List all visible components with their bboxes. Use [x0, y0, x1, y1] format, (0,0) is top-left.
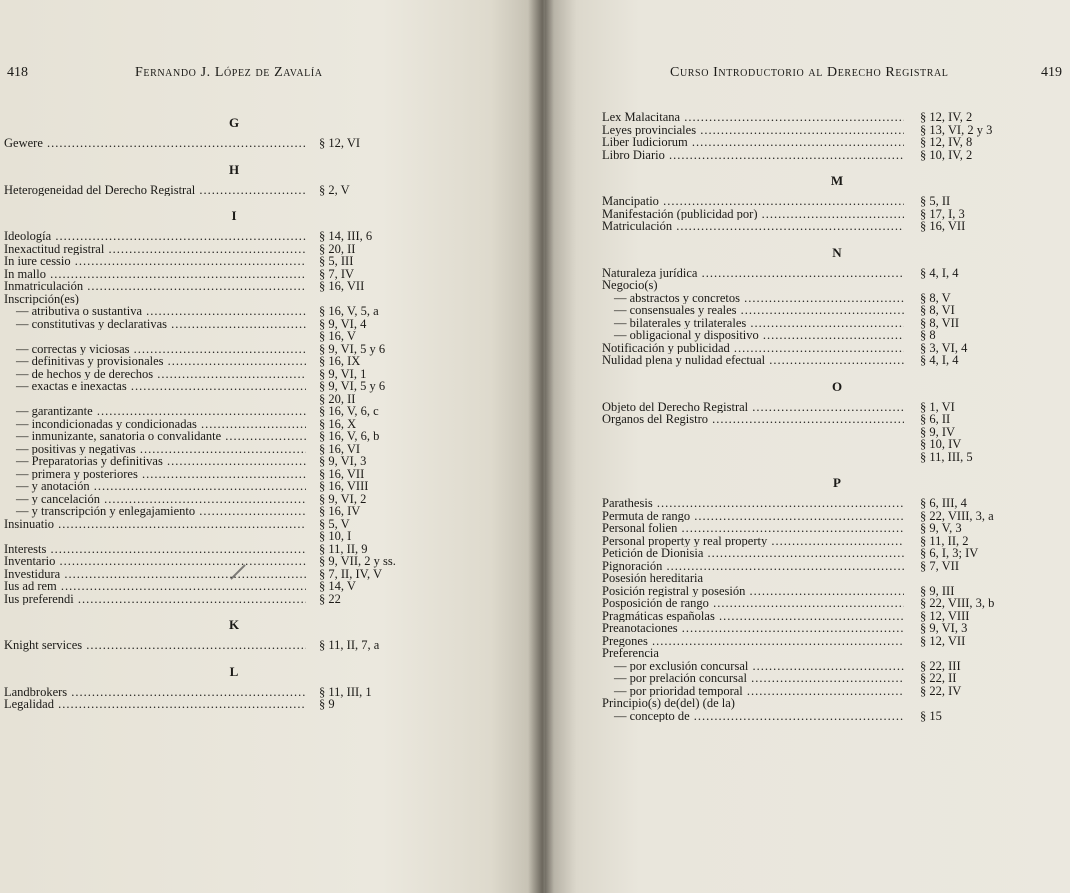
- index-entry: [4, 230, 424, 243]
- index-reference: § 4, I, 4: [920, 353, 959, 367]
- index-entry: [602, 220, 1022, 233]
- index-term: Matriculación .....: [602, 220, 904, 233]
- index-term: Liber Iudiciorum .....: [602, 136, 904, 149]
- index-entry: [602, 413, 1022, 426]
- index-reference: § 2, V: [319, 182, 350, 197]
- index-reference: § 22: [319, 591, 341, 606]
- index-reference: § 16, VII: [319, 466, 365, 481]
- index-entry: [602, 697, 1022, 710]
- index-reference: § 5, III: [319, 254, 354, 268]
- index-reference: § 9, VII, 2 y ss.: [319, 554, 396, 568]
- index-term: Pragmáticas españolas .....: [602, 610, 904, 623]
- index-reference: § 7, VII: [920, 558, 960, 573]
- index-term: Objeto del Derecho Registral .....: [602, 401, 904, 414]
- index-reference: § 12, VII: [920, 633, 966, 648]
- index-entry: [4, 505, 424, 518]
- index-reference: § 7, II, IV, V: [319, 566, 383, 581]
- index-entry: [602, 438, 1022, 451]
- index-reference: § 7, IV: [319, 266, 355, 281]
- index-reference: § 6, III, 4: [920, 496, 967, 510]
- index-reference: § 9, VI, 3: [319, 454, 367, 468]
- index-reference: § 11, II, 7, a: [319, 638, 380, 652]
- index-entry: [4, 593, 424, 606]
- index-entry: [4, 405, 424, 418]
- index-entry: [602, 547, 1022, 560]
- index-term: — incondicionadas y condicionadas .....: [4, 418, 306, 431]
- index-entry: [4, 305, 424, 318]
- index-letter-heading: O: [831, 378, 843, 394]
- index-term: Heterogeneidad del Derecho Registral .....: [4, 184, 306, 197]
- index-reference: § 1, VI: [920, 399, 955, 414]
- index-letter-heading: M: [830, 173, 844, 188]
- index-reference: § 16, VI: [319, 441, 361, 456]
- index-reference: § 14, V: [319, 579, 356, 593]
- index-term: Naturaleza jurídica .....: [602, 267, 904, 280]
- index-entry: [602, 149, 1022, 162]
- index-entry: [602, 342, 1022, 355]
- index-entry: [602, 622, 1022, 635]
- index-reference: § 22, VIII, 3, a: [920, 508, 994, 523]
- index-letter-heading: K: [228, 617, 240, 632]
- index-entry: [602, 522, 1022, 535]
- index-term: — y transcripción y enlegajamiento .....: [4, 505, 306, 518]
- index-term: Personal folien .....: [602, 522, 904, 535]
- index-entry: [602, 279, 1022, 292]
- index-entry: [602, 497, 1022, 510]
- index-reference: § 16, VIII: [319, 479, 369, 493]
- index-reference: § 15: [920, 708, 942, 723]
- index-reference: § 9, VI, 3: [920, 621, 968, 635]
- index-term: — garantizante .....: [4, 405, 306, 418]
- index-column-right: [602, 111, 1022, 722]
- index-entry: [602, 317, 1022, 330]
- index-term: Posposición de rango .....: [602, 597, 904, 610]
- index-entry: [602, 685, 1022, 698]
- index-letter-heading: L: [229, 663, 239, 679]
- index-entry: [4, 518, 424, 531]
- index-term: Ius preferendi .....: [4, 593, 306, 606]
- index-entry: [602, 647, 1022, 660]
- index-term: Permuta de rango .....: [602, 510, 904, 523]
- index-reference: § 9: [319, 697, 335, 711]
- index-reference: § 16, VII: [319, 279, 365, 293]
- index-reference: § 12, IV, 2: [920, 110, 973, 124]
- index-term: Posesión hereditaria: [602, 572, 704, 585]
- index-reference: § 8, VII: [920, 315, 960, 330]
- index-term: Landbrokers .....: [4, 686, 306, 699]
- index-reference: § 9, IV: [920, 424, 956, 439]
- index-entry: [4, 243, 424, 256]
- running-head-left: Fernando J. López de Zavalía: [135, 65, 323, 80]
- index-term: — inmunizante, sanatoria o convalidante .....: [4, 430, 306, 443]
- running-head-right: Curso Introductorio al Derecho Registral: [670, 65, 949, 80]
- index-reference: § 16, IV: [319, 504, 361, 518]
- index-term: Insinuatio .....: [4, 518, 306, 531]
- index-term: Inexactitud registral .....: [4, 243, 306, 256]
- index-term: Investidura .....: [4, 568, 306, 581]
- index-reference: § 16, V, 5, a: [319, 304, 379, 318]
- index-entry: [602, 560, 1022, 573]
- index-entry: [602, 267, 1022, 280]
- index-entry: [602, 292, 1022, 305]
- index-term: — de hechos y de derechos .....: [4, 368, 306, 381]
- index-term: — consensuales y reales .....: [602, 304, 904, 317]
- index-term: Lex Malacitana .....: [602, 111, 904, 124]
- index-term: Ideología .....: [4, 230, 306, 243]
- page-number-left: 418: [7, 65, 28, 80]
- index-term: — por prelación concursal .....: [602, 672, 904, 685]
- index-letter-heading: I: [231, 208, 237, 223]
- index-term: — concepto de .....: [602, 710, 904, 723]
- index-reference: § 16, X: [319, 416, 357, 431]
- index-term: In iure cessio .....: [4, 255, 306, 268]
- index-reference: § 5, II: [920, 194, 951, 208]
- index-entry: [4, 455, 424, 468]
- index-reference: § 16, V, 6, c: [319, 404, 379, 418]
- index-reference: § 20, II: [319, 241, 356, 256]
- index-reference: § 10, IV: [920, 437, 962, 451]
- index-entry: [4, 698, 424, 711]
- index-term: — y cancelación .....: [4, 493, 306, 506]
- index-term: — obligacional y dispositivo .....: [602, 329, 904, 342]
- index-term: — correctas y viciosas .....: [4, 343, 306, 356]
- index-reference: § 12, IV, 8: [920, 135, 973, 149]
- index-reference: § 22, VIII, 3, b: [920, 596, 995, 610]
- index-reference: § 13, VI, 2 y 3: [920, 122, 993, 137]
- index-entry: [4, 137, 424, 150]
- index-entry: [602, 136, 1022, 149]
- index-term: Posición registral y posesión .....: [602, 585, 904, 598]
- index-entry: [4, 318, 424, 331]
- index-reference: § 6, II: [920, 412, 951, 426]
- index-entry: [4, 686, 424, 699]
- index-term: — atributiva o sustantiva .....: [4, 305, 306, 318]
- page-number-right: 419: [1041, 65, 1062, 80]
- index-reference: § 20, II: [319, 391, 356, 406]
- index-term: — primera y posteriores .....: [4, 468, 306, 481]
- index-term: Knight services .....: [4, 639, 306, 652]
- index-term: — por prioridad temporal .....: [602, 685, 904, 698]
- index-term: Personal property y real property .....: [602, 535, 904, 548]
- index-entry: [4, 639, 424, 652]
- index-reference: § 9, VI, 4: [319, 316, 367, 331]
- index-entry: [602, 401, 1022, 414]
- index-reference: § 22, III: [920, 658, 961, 673]
- index-entry: [602, 329, 1022, 342]
- index-term: Principio(s) de(del) (de la): [602, 697, 735, 710]
- index-column-left: [4, 115, 424, 711]
- index-term: In mallo .....: [4, 268, 306, 281]
- index-entry: [602, 451, 1022, 464]
- right-page: [545, 0, 1070, 893]
- index-entry: [602, 672, 1022, 685]
- index-term: — definitivas y provisionales .....: [4, 355, 306, 368]
- index-entry: [4, 355, 424, 368]
- index-reference: § 5, V: [319, 516, 350, 531]
- index-reference: § 16, VII: [920, 219, 966, 233]
- index-reference: § 9, III: [920, 583, 955, 598]
- index-term: Negocio(s): [602, 279, 658, 292]
- index-reference: § 10, I: [319, 529, 352, 543]
- index-term: Nulidad plena y nulidad efectual .....: [602, 354, 904, 367]
- index-reference: § 9, V, 3: [920, 521, 962, 535]
- index-reference: § 11, II, 9: [319, 541, 368, 556]
- index-letter-heading: P: [833, 475, 841, 490]
- index-reference: § 3, VI, 4: [920, 340, 968, 355]
- index-entry: [4, 184, 424, 197]
- index-reference: § 9, VI, 5 y 6: [319, 341, 386, 356]
- index-reference: § 12, VIII: [920, 608, 970, 623]
- index-reference: § 11, III, 1: [319, 684, 372, 699]
- index-reference: § 17, I, 3: [920, 206, 965, 221]
- index-entry: [4, 255, 424, 268]
- index-reference: § 8, V: [920, 290, 951, 305]
- index-reference: § 11, II, 2: [920, 533, 969, 548]
- index-entry: [4, 493, 424, 506]
- index-term: Preferencia: [602, 647, 659, 660]
- index-reference: § 10, IV, 2: [920, 147, 973, 162]
- index-term: Preanotaciones .....: [602, 622, 904, 635]
- index-entry: [4, 430, 424, 443]
- index-entry: [4, 330, 424, 343]
- index-term: Legalidad .....: [4, 698, 306, 711]
- index-entry: [602, 597, 1022, 610]
- index-reference: § 14, III, 6: [319, 229, 373, 243]
- index-term: Ius ad rem .....: [4, 580, 306, 593]
- index-term: Notificación y publicidad .....: [602, 342, 904, 355]
- index-letter-heading: G: [228, 115, 240, 130]
- index-entry: [4, 580, 424, 593]
- index-letter-heading: H: [228, 161, 240, 177]
- index-term: Inscripción(es): [4, 292, 79, 305]
- index-entry: [602, 195, 1022, 208]
- index-reference: § 4, I, 4: [920, 265, 959, 280]
- index-letter-heading: N: [832, 244, 842, 260]
- index-reference: § 16, IX: [319, 354, 361, 368]
- index-reference: § 22, IV: [920, 683, 962, 698]
- index-entry: [602, 354, 1022, 367]
- index-term: — y anotación .....: [4, 480, 306, 493]
- index-term: Pregones .....: [602, 635, 904, 648]
- index-entry: [602, 111, 1022, 124]
- index-term: — positivas y negativas .....: [4, 443, 306, 456]
- index-reference: § 22, II: [920, 671, 957, 685]
- index-entry: [4, 380, 424, 393]
- index-reference: § 12, VI: [319, 136, 361, 150]
- index-term: Libro Diario .....: [602, 149, 904, 162]
- index-entry: [4, 280, 424, 293]
- index-term: — por exclusión concursal .....: [602, 660, 904, 673]
- index-reference: § 9, VI, 5 y 6: [319, 379, 386, 393]
- index-term: — abstractos y concretos .....: [602, 292, 904, 305]
- index-reference: § 16, V: [319, 329, 356, 343]
- index-term: — bilaterales y trilaterales .....: [602, 317, 904, 330]
- index-term: Petición de Dionisia .....: [602, 547, 904, 560]
- index-term: Manifestación (publicidad por) .....: [602, 208, 904, 221]
- index-term: Pignoración .....: [602, 560, 904, 573]
- index-entry: [4, 555, 424, 568]
- index-term: Inventario .....: [4, 555, 306, 568]
- index-reference: § 11, III, 5: [920, 449, 973, 464]
- index-entry: [4, 480, 424, 493]
- index-reference: § 6, I, 3; IV: [920, 546, 979, 560]
- index-term: Leyes provinciales .....: [602, 124, 904, 137]
- index-term: Inmatriculación .....: [4, 280, 306, 293]
- index-term: Mancipatio .....: [602, 195, 904, 208]
- index-term: Gewere .....: [4, 137, 306, 150]
- index-entry: [4, 343, 424, 356]
- index-entry: [602, 660, 1022, 673]
- index-entry: [4, 530, 424, 543]
- index-entry: [602, 304, 1022, 317]
- index-reference: § 8: [920, 328, 936, 342]
- index-term: — Preparatorias y definitivas .....: [4, 455, 306, 468]
- index-reference: § 9, VI, 1: [319, 366, 367, 381]
- index-reference: § 8, VI: [920, 303, 955, 317]
- index-entry: [602, 572, 1022, 585]
- index-term: Parathesis .....: [602, 497, 904, 510]
- index-term: — constitutivas y declarativas .....: [4, 318, 306, 331]
- index-term: — exactas e inexactas .....: [4, 380, 306, 393]
- index-term: Organos del Registro .....: [602, 413, 904, 426]
- index-term: Interests .....: [4, 543, 306, 556]
- index-entry: [602, 710, 1022, 723]
- index-reference: § 16, V, 6, b: [319, 429, 380, 443]
- index-entry: [602, 635, 1022, 648]
- index-entry: [4, 568, 424, 581]
- index-reference: § 9, VI, 2: [319, 491, 367, 506]
